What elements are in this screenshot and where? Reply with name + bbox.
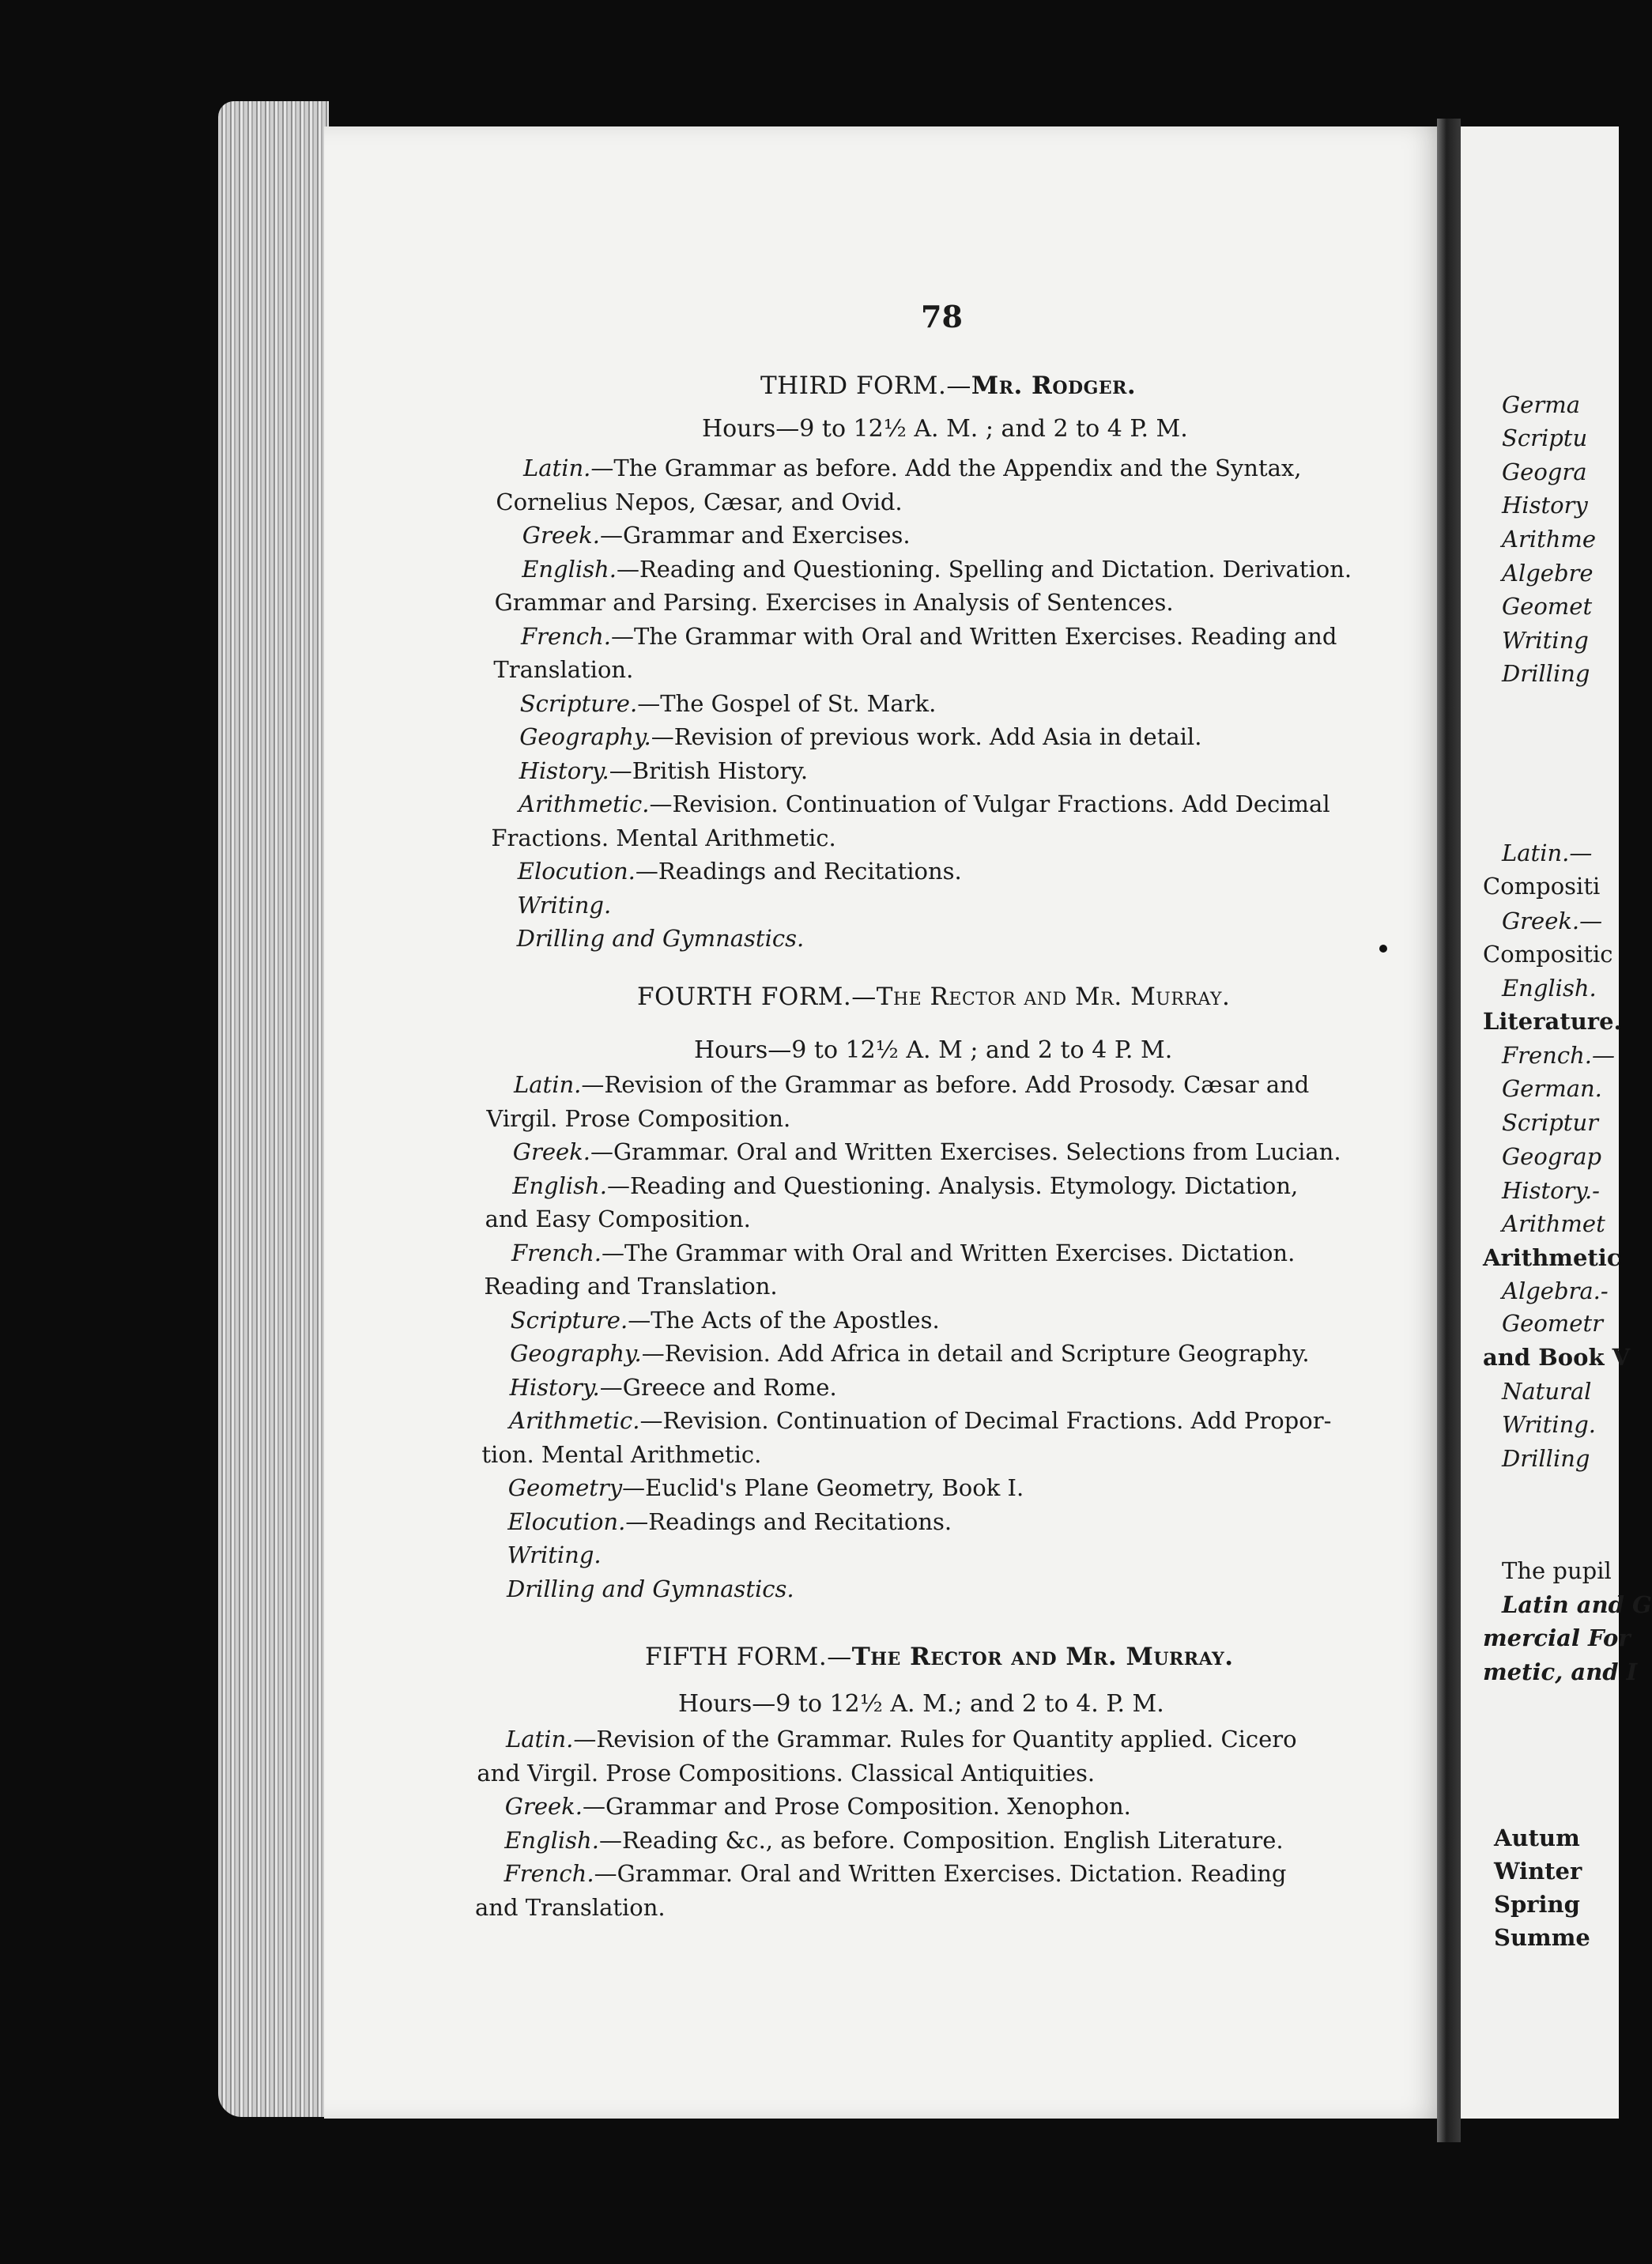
subject-label: Scripture. xyxy=(510,1306,628,1334)
syllabus-line xyxy=(507,1508,952,1535)
syllabus-line xyxy=(505,1793,1131,1820)
right-page-fragment: Arithmetic xyxy=(1483,1244,1621,1271)
right-page-fragment: Geomet xyxy=(1502,593,1593,620)
syllabus-line xyxy=(485,1206,751,1232)
syllabus-line xyxy=(520,690,937,717)
right-page-fragment: Natural xyxy=(1502,1378,1592,1405)
right-page-fragment: Drilling xyxy=(1502,660,1590,687)
syllabus-line xyxy=(504,1860,1287,1887)
subject-text: —The Acts of the Apostles. xyxy=(628,1306,940,1334)
syllabus-line xyxy=(509,1407,1331,1434)
subject-text: —Revision. Continuation of Vulgar Fractions. Add Decimal xyxy=(649,791,1330,817)
right-page-fragment: Compositi xyxy=(1483,873,1601,900)
subject-label: English. xyxy=(512,1172,607,1199)
syllabus-line xyxy=(517,892,611,919)
syllabus-line xyxy=(510,1340,1309,1367)
syllabus-line xyxy=(507,1575,794,1602)
syllabus-line xyxy=(495,589,1174,616)
subject-label: English. xyxy=(504,1826,599,1854)
page-number: 78 xyxy=(921,299,963,334)
subject-label: History. xyxy=(519,757,609,784)
subject-label: Greek. xyxy=(522,522,600,549)
right-page-fragment: Compositic xyxy=(1483,941,1613,968)
right-page-fragment: Algebre xyxy=(1502,560,1594,587)
right-page-fragment: metic, and I xyxy=(1483,1658,1638,1685)
subject-text: tion. Mental Arithmetic. xyxy=(481,1440,762,1468)
syllabus-line xyxy=(513,1138,1341,1165)
subject-text: —Readings and Recitations. xyxy=(635,858,962,885)
right-page-fragment: History xyxy=(1502,492,1588,519)
subject-label: Geography. xyxy=(510,1340,642,1367)
right-page-fragment: Germa xyxy=(1502,391,1580,418)
subject-text: —Reading and Questioning. Analysis. Etymology. Dictation, xyxy=(606,1172,1299,1199)
right-page-fragment: Writing xyxy=(1502,627,1589,654)
subject-text: —British History. xyxy=(609,757,809,784)
subject-label: Writing. xyxy=(517,891,612,919)
subject-text: —The Grammar with Oral and Written Exercises. Dictation. xyxy=(601,1239,1296,1266)
subject-text: —Revision of the Grammar. Rules for Quantity applied. Cicero xyxy=(573,1726,1297,1753)
subject-label: Scripture. xyxy=(519,689,638,717)
syllabus-line xyxy=(522,522,911,549)
syllabus-line xyxy=(519,757,809,784)
right-page-fragment: Winter xyxy=(1494,1858,1582,1885)
right-page-fragment: Greek.— xyxy=(1502,907,1603,934)
right-page-fragment: Scriptu xyxy=(1502,424,1588,451)
subject-text: and Translation. xyxy=(475,1893,666,1921)
syllabus-line xyxy=(486,1105,790,1132)
subject-label: Greek. xyxy=(504,1793,583,1820)
right-page-fragment: Geograp xyxy=(1502,1143,1602,1170)
subject-text: —The Grammar with Oral and Written Exercises. Reading and xyxy=(610,622,1337,650)
syllabus-line xyxy=(493,656,633,683)
book-page-edges xyxy=(218,101,329,2117)
right-page-fragment: Arithme xyxy=(1502,526,1597,553)
subject-text: —The Grammar as before. Add the Appendix and the Syntax, xyxy=(590,455,1302,481)
syllabus-line xyxy=(518,858,962,885)
subject-text: —Grammar and Prose Composition. Xenophon. xyxy=(582,1793,1131,1820)
syllabus-line xyxy=(507,1541,602,1568)
syllabus-line xyxy=(484,1273,777,1300)
right-page-fragment: German. xyxy=(1502,1075,1602,1102)
subject-text: —Revision. Add Africa in detail and Scripture Geography. xyxy=(641,1340,1310,1367)
syllabus-line xyxy=(517,925,805,952)
right-page-fragment: The pupil xyxy=(1502,1557,1612,1584)
subject-text: —Grammar and Exercises. xyxy=(599,522,911,549)
subject-label: French. xyxy=(521,622,611,650)
right-page-fragment: and Book V xyxy=(1483,1344,1631,1371)
subject-text: —Revision of previous work. Add Asia in detail. xyxy=(651,723,1202,750)
right-page-fragment: Literature. xyxy=(1483,1008,1622,1035)
subject-text: Fractions. Mental Arithmetic. xyxy=(491,824,836,851)
subject-text: —Readings and Recitations. xyxy=(625,1507,952,1535)
syllabus-line xyxy=(523,455,1301,481)
right-page-fragment: Spring xyxy=(1494,1891,1580,1918)
fifth-form-title: FIFTH FORM.— xyxy=(645,1643,852,1671)
right-page-fragment: French.— xyxy=(1502,1042,1615,1069)
syllabus-line xyxy=(522,556,1352,583)
subject-text: and Easy Composition. xyxy=(485,1206,751,1232)
syllabus-line xyxy=(514,1071,1309,1098)
right-page-fragment: History.- xyxy=(1502,1177,1600,1204)
subject-text: Reading and Translation. xyxy=(484,1273,778,1300)
subject-label: Geometry xyxy=(507,1474,623,1501)
syllabus-line xyxy=(496,489,902,515)
subject-text: —Revision. Continuation of Decimal Fractions. Add Propor- xyxy=(639,1407,1332,1434)
right-page xyxy=(1461,126,1652,2119)
fourth-form-hours: Hours—9 to 12½ A. M ; and 2 to 4 P. M. xyxy=(694,1036,1173,1064)
subject-label: Arithmetic. xyxy=(519,791,650,817)
subject-text: Virgil. Prose Composition. xyxy=(486,1104,791,1132)
right-page-fragment: Drilling xyxy=(1502,1445,1590,1472)
subject-text: —Revision of the Grammar as before. Add Prosody. Cæsar and xyxy=(581,1071,1310,1098)
fourth-form-title: FOURTH FORM.— xyxy=(637,983,877,1011)
subject-label: Elocution. xyxy=(507,1507,626,1535)
subject-label: Latin. xyxy=(514,1071,582,1098)
syllabus-line xyxy=(511,1307,940,1334)
subject-label: Arithmetic. xyxy=(509,1407,640,1434)
fifth-form-heading xyxy=(645,1643,1234,1671)
syllabus-line xyxy=(508,1474,1024,1501)
subject-text: —Reading &c., as before. Composition. English Literature. xyxy=(598,1826,1284,1854)
right-page-fragment: Algebra.- xyxy=(1502,1277,1609,1304)
subject-label: Latin. xyxy=(506,1726,574,1753)
third-form-hours: Hours—9 to 12½ A. M. ; and 2 to 4 P. M. xyxy=(702,415,1188,443)
subject-label: Drilling and Gymnastics. xyxy=(507,1575,794,1602)
syllabus-line xyxy=(519,723,1201,750)
subject-label: French. xyxy=(504,1860,594,1887)
subject-text: —Grammar. Oral and Written Exercises. Selections from Lucian. xyxy=(590,1138,1341,1165)
right-page-fragment: Latin.— xyxy=(1502,840,1593,866)
fifth-form-teacher: The Rector and Mr. Murray. xyxy=(851,1643,1234,1671)
right-page-fragment: Autum xyxy=(1494,1824,1580,1851)
subject-text: —Greece and Rome. xyxy=(599,1373,837,1401)
subject-text: —Reading and Questioning. Spelling and Dictation. Derivation. xyxy=(616,555,1352,583)
right-page-fragment: Geogra xyxy=(1502,458,1587,485)
syllabus-line xyxy=(475,1894,666,1921)
third-form-title: THIRD FORM.— xyxy=(760,372,971,400)
syllabus-line xyxy=(511,1240,1295,1266)
right-page-fragment: Scriptur xyxy=(1502,1109,1599,1136)
right-page-fragment: Summe xyxy=(1494,1924,1590,1951)
syllabus-line xyxy=(481,1441,761,1468)
subject-label: Elocution. xyxy=(517,858,636,885)
subject-text: —Euclid's Plane Geometry, Book I. xyxy=(622,1474,1024,1501)
subject-text: Translation. xyxy=(493,656,634,683)
right-page-fragment: mercial For xyxy=(1483,1624,1631,1651)
syllabus-line xyxy=(477,1760,1095,1787)
subject-text: —Grammar. Oral and Written Exercises. Dictation. Reading xyxy=(594,1860,1287,1887)
subject-label: Geography. xyxy=(519,723,651,750)
fourth-form-heading xyxy=(637,983,1230,1011)
syllabus-line xyxy=(521,623,1337,650)
syllabus-line xyxy=(519,791,1330,817)
third-form-heading xyxy=(760,372,1136,400)
right-page-fragment: Latin and G xyxy=(1502,1591,1652,1618)
subject-label: English. xyxy=(522,555,617,583)
subject-label: Latin. xyxy=(523,455,591,481)
syllabus-line xyxy=(512,1172,1298,1199)
right-page-fragment: Geometr xyxy=(1502,1310,1603,1337)
subject-text: Grammar and Parsing. Exercises in Analysis of Sentences. xyxy=(494,589,1174,616)
subject-label: Greek. xyxy=(512,1138,590,1165)
third-form-teacher: Mr. Rodger. xyxy=(971,372,1137,400)
subject-label: Writing. xyxy=(507,1541,602,1568)
right-page-fragment: Arithmet xyxy=(1502,1210,1605,1237)
subject-label: Drilling and Gymnastics. xyxy=(516,925,805,952)
fifth-form-hours: Hours—9 to 12½ A. M.; and 2 to 4. P. M. xyxy=(678,1690,1164,1718)
book-gutter xyxy=(1437,119,1461,2142)
ink-speck xyxy=(1379,945,1387,953)
syllabus-line xyxy=(510,1374,837,1401)
right-page-fragment: Writing. xyxy=(1502,1411,1597,1438)
subject-label: French. xyxy=(511,1239,602,1266)
subject-text: —The Gospel of St. Mark. xyxy=(637,689,937,717)
subject-text: and Virgil. Prose Compositions. Classical Antiquities. xyxy=(477,1759,1096,1787)
fourth-form-teacher: The Rector and Mr. Murray. xyxy=(876,983,1231,1011)
syllabus-line xyxy=(506,1726,1297,1753)
subject-text: Cornelius Nepos, Cæsar, and Ovid. xyxy=(496,488,903,515)
subject-label: History. xyxy=(509,1373,600,1401)
right-page-fragment: English. xyxy=(1502,975,1597,1002)
syllabus-line xyxy=(491,824,835,851)
syllabus-line xyxy=(504,1827,1283,1854)
